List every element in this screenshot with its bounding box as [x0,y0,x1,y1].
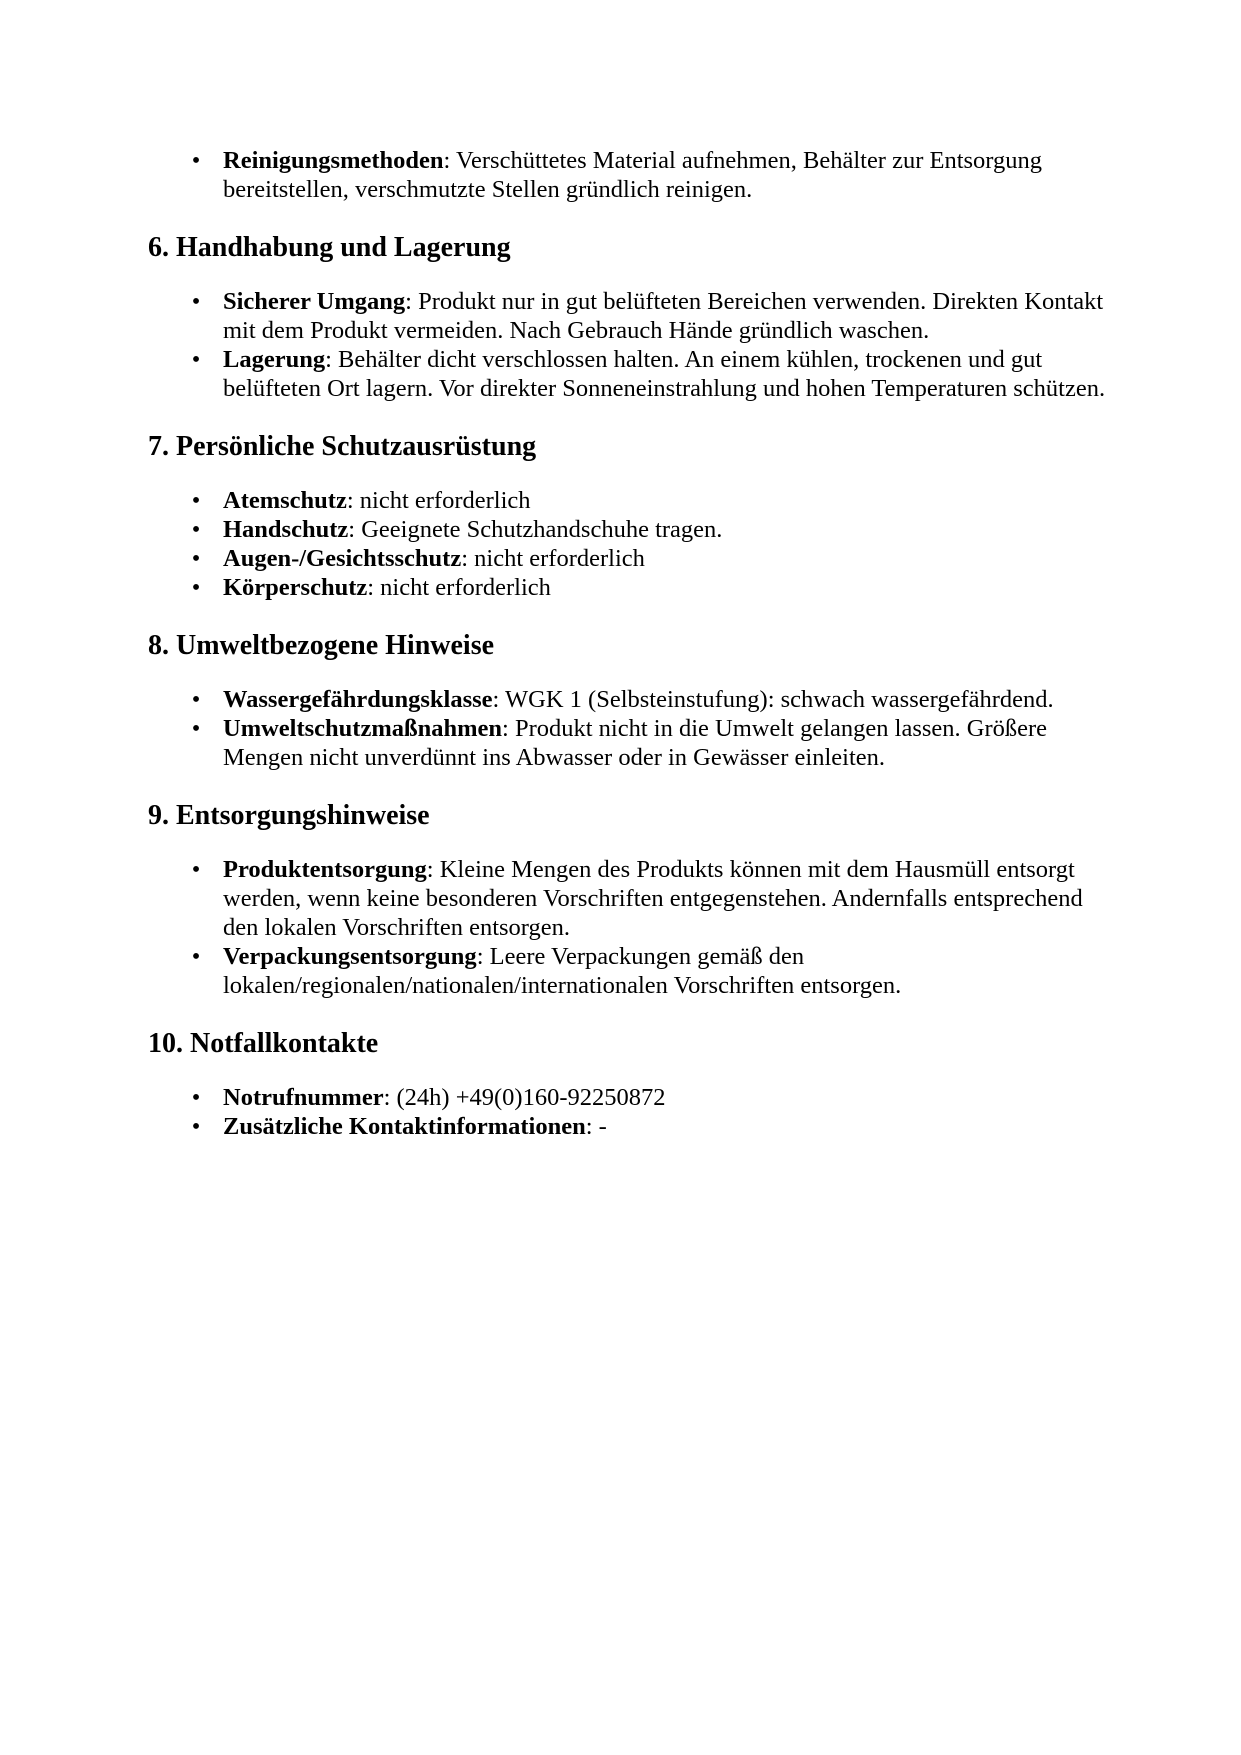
item-term: Umweltschutzmaßnahmen [223,715,503,742]
list-item [148,714,1108,772]
bullet-icon: • [191,574,201,601]
list-item [148,515,1108,544]
list-item [148,544,1108,573]
bullet-icon: • [191,1084,201,1111]
bullet-icon: • [191,686,201,713]
item-term: Handschutz [223,516,349,543]
item-term: Sicherer Umgang [223,288,406,315]
bullet-icon: • [191,715,201,742]
bullet-icon: • [191,147,201,174]
bullet-list-environment [148,685,1108,772]
list-item [148,942,1108,1000]
item-text: : Verschüttetes Material aufnehmen, Behälter zur Entsorgung bereitstellen, verschmutzte Stellen gründlich reinigen. [223,147,1043,203]
bullet-icon: • [191,1113,201,1140]
item-term: Körperschutz [223,574,368,601]
bullet-icon: • [191,346,201,373]
item-text: : Behälter dicht verschlossen halten. An einem kühlen, trockenen und gut belüfteten Ort lagern. Vor direkter Sonneneinstrahlung und hohen Temperaturen schützen. [223,346,1106,402]
item-text: : nicht erforderlich [346,487,531,514]
item-text: : WGK 1 (Selbsteinstufung): schwach wassergefährdend. [492,686,1054,713]
list-item [148,573,1108,602]
bullet-list-handling-storage [148,287,1108,403]
bullet-icon: • [191,856,201,883]
section-heading-emergency-contacts: 10. Notfallkontakte [148,1028,379,1059]
item-text: : Geeignete Schutzhandschuhe tragen. [348,516,723,543]
list-item [148,287,1108,345]
item-term: Zusätzliche Kontaktinformationen [223,1113,586,1140]
section-heading-handling-storage: 6. Handhabung und Lagerung [148,232,511,263]
bullet-icon: • [191,943,201,970]
item-text: : Produkt nicht in die Umwelt gelangen lassen. Größere Mengen nicht unverdünnt ins Abwasser oder in Gewässer einleiten. [223,715,1048,771]
item-text: : Leere Verpackungen gemäß den lokalen/regionalen/nationalen/internationalen Vorschriften entsorgen. [223,943,902,999]
bullet-list-disposal [148,855,1108,1000]
bullet-icon: • [191,516,201,543]
item-term: Atemschutz [223,487,347,514]
item-text: : Produkt nur in gut belüfteten Bereichen verwenden. Direkten Kontakt mit dem Produkt vermeiden. Nach Gebrauch Hände gründlich waschen. [223,288,1104,344]
list-item [148,855,1108,942]
item-text: : - [585,1113,607,1140]
section-heading-disposal: 9. Entsorgungshinweise [148,800,430,831]
list-item [148,146,1108,204]
list-item [148,486,1108,515]
item-text: : nicht erforderlich [367,574,551,601]
list-item [148,1112,1108,1141]
item-text: : Kleine Mengen des Produkts können mit dem Hausmüll entsorgt werden, wenn keine besonderen Vorschriften entgegenstehen. Andernfalls entsprechend den lokalen Vorschriften entsorgen. [223,856,1083,941]
item-text: : nicht erforderlich [461,545,645,572]
item-term: Lagerung [223,346,326,373]
section-heading-ppe: 7. Persönliche Schutzausrüstung [148,431,537,462]
list-item [148,1083,1108,1112]
item-term: Reinigungsmethoden [223,147,444,174]
item-term: Augen-/Gesichtsschutz [223,545,462,572]
item-term: Notrufnummer [223,1084,384,1111]
item-term: Wassergefährdungsklasse [223,686,493,713]
bullet-icon: • [191,487,201,514]
bullet-list-emergency-contacts [148,1083,1108,1141]
item-text: : (24h) +49(0)160-92250872 [383,1084,666,1111]
list-item [148,345,1108,403]
bullet-list-cleanup [148,146,1108,204]
bullet-icon: • [191,288,201,315]
section-heading-environment: 8. Umweltbezogene Hinweise [148,630,495,661]
item-term: Verpackungsentsorgung [223,943,477,970]
document-content [148,146,1108,1141]
bullet-list-ppe [148,486,1108,602]
item-term: Produktentsorgung [223,856,427,883]
bullet-icon: • [191,545,201,572]
list-item [148,685,1108,714]
